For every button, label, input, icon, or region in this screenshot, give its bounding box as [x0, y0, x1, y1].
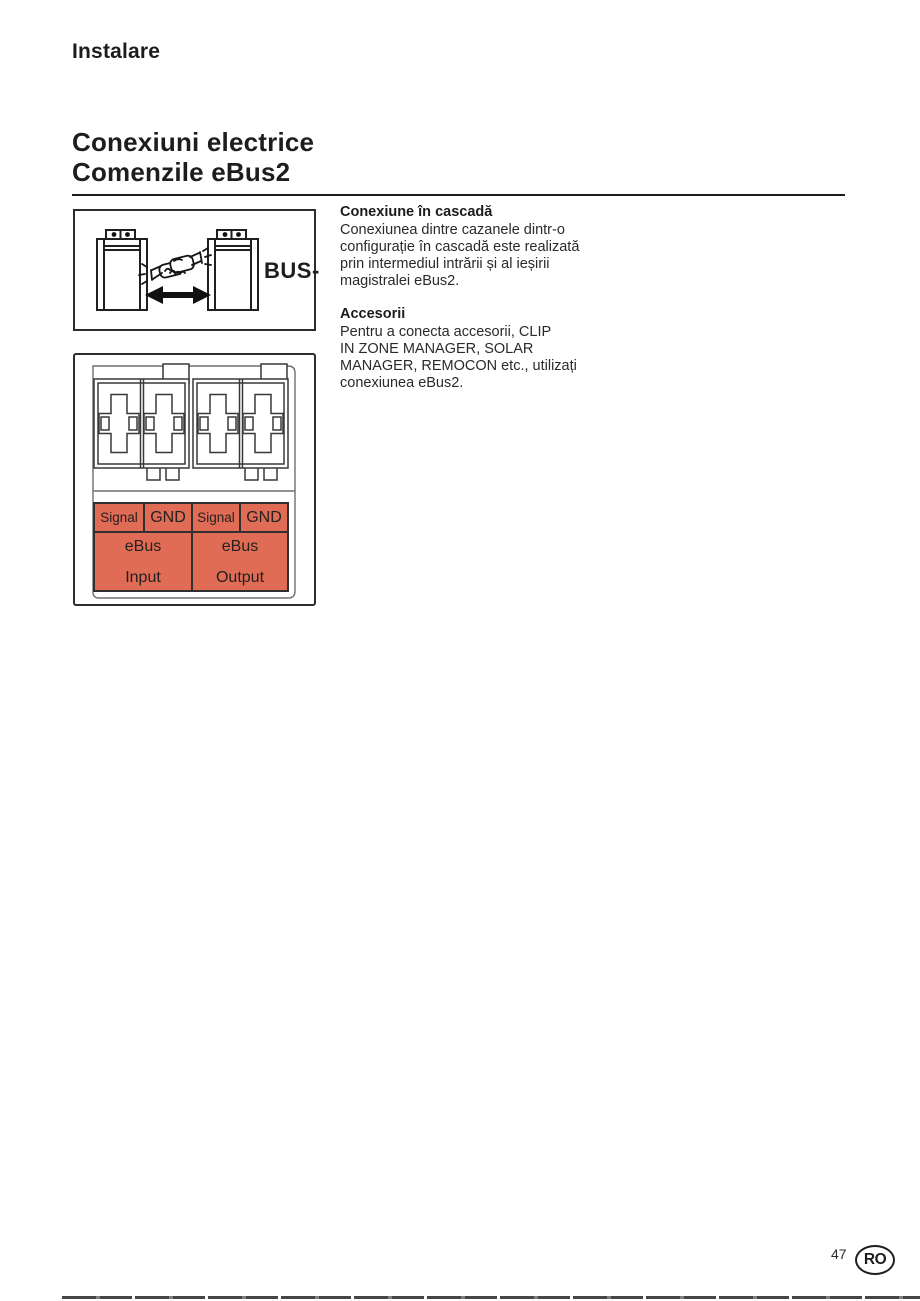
country-badge-label: RO — [863, 1251, 887, 1268]
page-heading — [72, 127, 314, 187]
ebus-output-cell — [191, 533, 287, 590]
page-edge-artifact — [62, 1296, 920, 1299]
ebus-output-line1: eBus — [221, 538, 259, 555]
ebus-input-line1: eBus — [124, 538, 162, 555]
heading-line-1: Conexiuni electrice — [72, 127, 315, 157]
heading-divider — [72, 194, 845, 196]
accessories-line: IN ZONE MANAGER, SOLAR — [340, 341, 534, 357]
page-number: 47 — [831, 1246, 847, 1262]
terminal-table — [93, 502, 289, 592]
figure-cascade-boilers — [73, 209, 320, 331]
accessories-title: Accesorii — [340, 306, 406, 322]
ebus-input-line2: Input — [125, 569, 161, 586]
cascade-line: magistralei eBus2. — [340, 273, 460, 289]
bus-label: BUS- — [264, 258, 320, 283]
accessories-line: MANAGER, REMOCON etc., utilizați — [340, 358, 577, 374]
boiler-right-icon — [208, 230, 258, 310]
handshake-icon — [139, 248, 211, 284]
ebus-input-cell — [95, 533, 191, 590]
terminal-cell-gnd-out: GND — [239, 504, 287, 533]
cascade-line: prin intermediul intrării și al ieșirii — [340, 256, 550, 272]
boiler-terminal-dots — [112, 232, 241, 237]
country-badge — [855, 1245, 895, 1275]
terminal-cell-gnd-in: GND — [143, 504, 191, 533]
body-text-column — [340, 204, 610, 392]
boiler-left-icon — [97, 230, 147, 310]
terminal-cell-signal-in: Signal — [95, 504, 143, 533]
paragraph-gap — [340, 290, 610, 306]
section-title: Instalare — [72, 40, 161, 63]
double-arrow-icon — [145, 286, 211, 304]
connector-blocks — [94, 364, 288, 480]
figure-ebus-connectors — [73, 353, 316, 606]
heading-line-2: Comenzile eBus2 — [72, 157, 291, 187]
cascade-line: Conexiunea dintre cazanele dintr-o — [340, 222, 565, 238]
accessories-line: conexiunea eBus2. — [340, 375, 464, 391]
accessories-line: Pentru a conecta accesorii, CLIP — [340, 324, 552, 340]
ebus-output-line2: Output — [215, 569, 265, 586]
cascade-title: Conexiune în cascadă — [340, 204, 493, 220]
cascade-line: configurație în cascadă este realizată — [340, 239, 580, 255]
terminal-cell-signal-out: Signal — [191, 504, 239, 533]
